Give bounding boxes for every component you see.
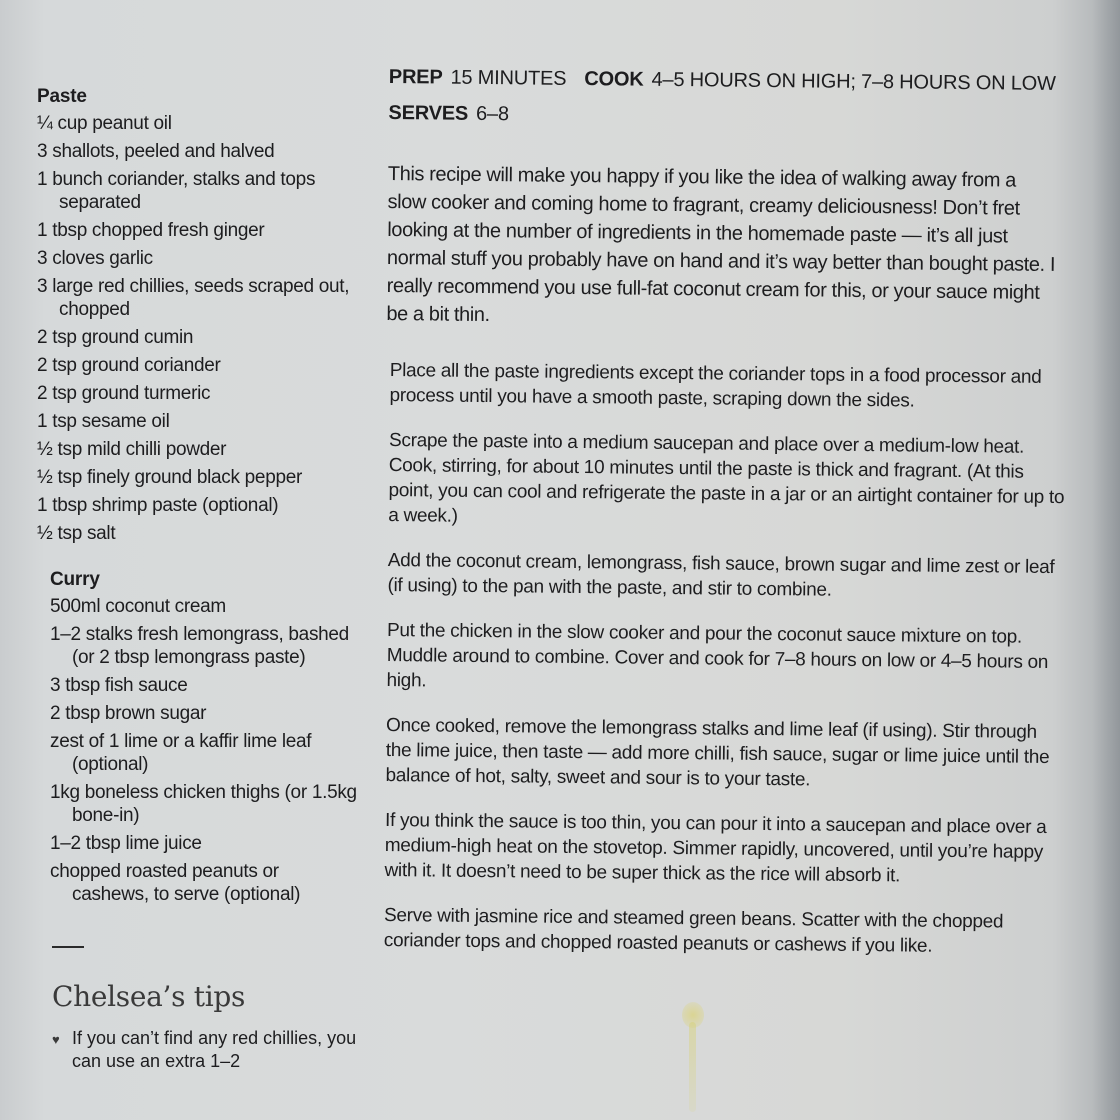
heart-icon: ♥ (52, 1032, 60, 1047)
paste-heading: Paste (37, 86, 87, 107)
method-step: Serve with jasmine rice and steamed green beans. Scatter with the chopped coriander tops and chopped roasted peanuts or cashews if you like. (383, 904, 1004, 957)
food-stain-drip (689, 1022, 696, 1112)
curry-ingredient-list (50, 595, 357, 906)
ingredient-item: 1 bunch coriander, stalks and tops separated (37, 169, 316, 213)
ingredient-item: 1kg boneless chicken thighs (or 1.5kg bone-in) (50, 782, 357, 826)
ingredient-item: ¼ cup peanut oil (37, 113, 172, 134)
ingredient-item: 3 shallots, peeled and halved (37, 141, 275, 162)
ingredient-item: 3 cloves garlic (37, 248, 153, 269)
method-step: Scrape the paste into a medium saucepan and place over a medium-low heat. Cook, stirring, for about 10 minutes until the paste is thick and fragrant. (At this point, you can cool and refrigerate the paste in a jar or an airtight container for up to a week.) (388, 430, 1065, 527)
tip-item (52, 1027, 357, 1073)
serves-value: 6–8 (475, 102, 509, 126)
cook-label: COOK (584, 68, 644, 91)
method-step: Once cooked, remove the lemongrass stalks and lime leaf (if using). Stir through the lime juice, then taste — add more chilli, fish sauce, sugar or lime juice until the balance of hot, salty, sweet and sour is to your taste. (385, 715, 1050, 791)
ingredient-item: 2 tsp ground coriander (37, 355, 221, 376)
ingredients-column (37, 86, 357, 1073)
ingredient-item: 3 large red chillies, seeds scraped out, chopped (37, 276, 350, 320)
method-step: If you think the sauce is too thin, you can pour it into a saucepan and place over a medium-high heat on the stovetop. Simmer rapidly, uncovered, until you’re happy with it. It doesn’t need to be super thick as the rice will absorb it. (384, 810, 1047, 887)
ingredient-item: ½ tsp mild chilli powder (37, 439, 227, 460)
recipe-intro: This recipe will make you happy if you like the idea of walking away from a slow cooker and coming home to fragrant, creamy deliciousness! Don’t fret looking at the number of ingredients in the homemade paste — it’s all just normal stuff you probably have on hand and it’s way better than bought paste. I really recommend you use full-fat coconut cream for this, or your sauce might be a bit thin. (386, 162, 1056, 327)
ingredient-item: 1–2 tbsp lime juice (50, 833, 202, 854)
tips-list (52, 1027, 357, 1073)
ingredient-item: 1 tbsp chopped fresh ginger (37, 220, 265, 241)
method-column (379, 64, 1078, 980)
serves-line (388, 100, 1078, 133)
tip-text: If you can’t find any red chillies, you can use an extra 1–2 (72, 1028, 357, 1071)
paste-ingredient-list (37, 112, 357, 545)
ingredient-item: 2 tsp ground turmeric (37, 383, 211, 404)
ingredient-item: ½ tsp salt (37, 523, 116, 544)
page-edge-shadow (1092, 0, 1120, 1120)
prep-label: PREP (388, 65, 443, 89)
curry-heading: Curry (50, 569, 100, 590)
method-step: Put the chicken in the slow cooker and pour the coconut sauce mixture on top. Muddle around to combine. Cover and cook for 7–8 hours on low or 4–5 hours on high. (386, 620, 1049, 692)
method-step: Place all the paste ingredients except the coriander tops in a food processor and process until you have a smooth paste, scraping down the sides. (389, 360, 1042, 412)
ingredient-item: 1 tbsp shrimp paste (optional) (37, 495, 279, 516)
ingredient-item: 3 tbsp fish sauce (50, 675, 188, 696)
ingredient-item: 2 tbsp brown sugar (50, 703, 207, 724)
ingredient-item: 1 tsp sesame oil (37, 411, 170, 432)
paste-section (37, 86, 357, 545)
tips-title: Chelsea’s tips (52, 980, 246, 1013)
ingredient-item: chopped roasted peanuts or cashews, to serve (optional) (50, 861, 301, 905)
method-step: Add the coconut cream, lemongrass, fish sauce, brown sugar and lime zest or leaf (if using) to the pan with the paste, and stir to combine. (387, 550, 1055, 601)
ingredient-item: 2 tsp ground cumin (37, 327, 194, 348)
ingredient-item: ½ tsp finely ground black pepper (37, 467, 303, 488)
ingredient-item: 500ml coconut cream (50, 596, 226, 617)
ingredient-item: 1–2 stalks fresh lemongrass, bashed (or 2 tbsp lemongrass paste) (50, 624, 349, 668)
ingredient-item: zest of 1 lime or a kaffir lime leaf (optional) (50, 731, 312, 775)
serves-label: SERVES (388, 101, 469, 125)
prep-value: 15 MINUTES (450, 66, 567, 90)
cook-value: 4–5 HOURS ON HIGH; 7–8 HOURS ON LOW (651, 68, 1056, 95)
timing-line (389, 64, 1079, 97)
curry-section (37, 569, 357, 906)
section-divider (52, 946, 84, 948)
method-steps (380, 358, 1066, 960)
